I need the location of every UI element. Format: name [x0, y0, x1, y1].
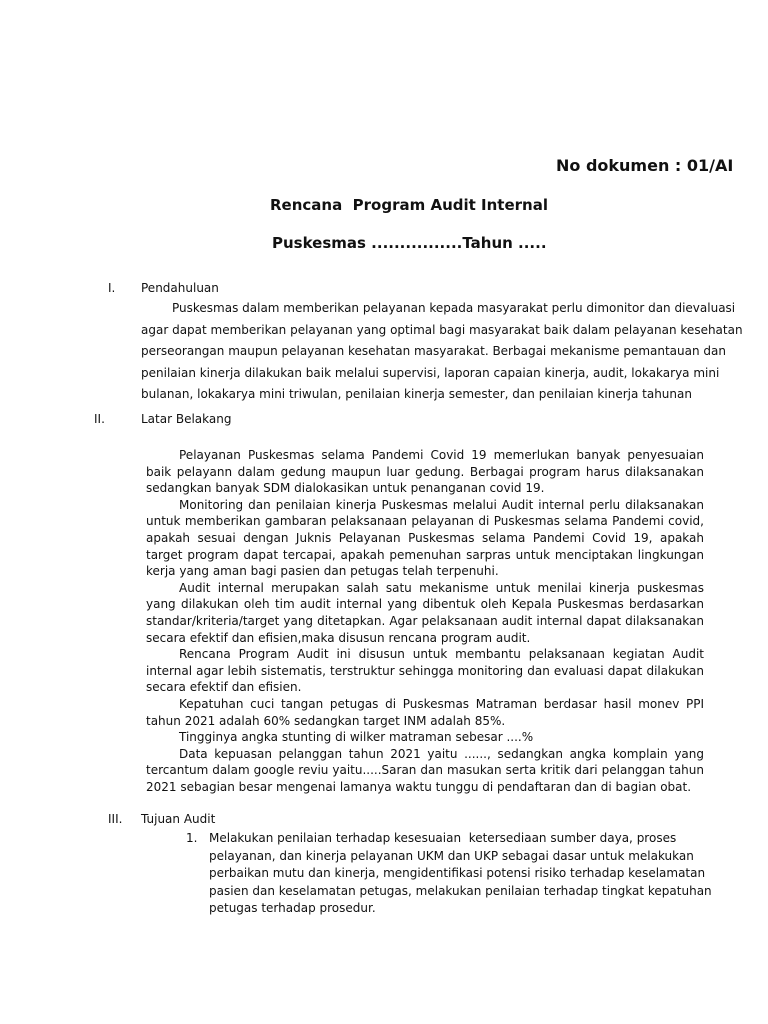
list-item-line: pelayanan, dan kinerja pelayanan UKM dan UKP sebagai dasar untuk melakukan — [209, 848, 694, 863]
list-item-line: petugas terhadap prosedur. — [209, 901, 376, 915]
section-3-heading: Tujuan Audit — [141, 812, 216, 826]
section-1-numeral: I. — [108, 281, 116, 295]
list-item-line: perbaikan mutu dan kinerja, mengidentifikasi potensi risiko terhadap keselamatan — [209, 866, 706, 880]
section-2-paragraph: Kepatuhan cuci tangan petugas di Puskesmas Matraman berdasar hasil monev PPI tahun 2021 adalah 60% sedangkan target INM adalah 85%. — [146, 696, 704, 728]
section-2-paragraph: Rencana Program Audit ini disusun untuk membantu pelaksanaan kegiatan Audit internal agar lebih sistematis, terstruktur sehingga monitoring dan evaluasi dapat dilakukan secara efektif dan efisien. — [146, 647, 704, 695]
list-item-number: 1. — [186, 831, 198, 845]
section-1-heading: Pendahuluan — [141, 281, 219, 295]
document-subtitle: Puskesmas ................Tahun ..... — [272, 234, 547, 252]
document-number: No dokumen : 01/AI — [556, 156, 734, 175]
list-item-line: Melakukan penilaian terhadap kesesuaian ketersediaan sumber daya, proses — [209, 831, 677, 845]
section-2-body — [146, 447, 704, 795]
document-title: Rencana Program Audit Internal — [270, 196, 548, 214]
section-1-line: penilaian kinerja dilakukan baik melalui supervisi, laporan capaian kinerja, audit, lokakarya mini — [141, 365, 720, 380]
list-item-text — [209, 830, 712, 918]
section-2-paragraph: Audit internal merupakan salah satu mekanisme untuk menilai kinerja puskesmas yang dilakukan oleh tim audit internal yang dibentuk oleh Kepala Puskesmas berdasarkan standar/kriteria/target yang ditetapkan. Agar pelaksanaan audit internal dapat dilaksanakan secara efektif dan efisien,maka disusun rencana program audit. — [146, 580, 704, 645]
section-1-line: Puskesmas dalam memberikan pelayanan kepada masyarakat perlu dimonitor dan dievaluasi — [172, 301, 736, 315]
section-2-numeral: II. — [94, 412, 105, 426]
section-1-line: agar dapat memberikan pelayanan yang optimal bagi masyarakat baik dalam pelayanan kesehatan — [141, 322, 743, 337]
section-1-line: perseorangan maupun pelayanan kesehatan masyarakat. Berbagai mekanisme pemantauan dan — [141, 344, 726, 359]
section-2-paragraph: Monitoring dan penilaian kinerja Puskesmas melalui Audit internal perlu dilaksanakan untuk memberikan gambaran pelaksanaan pelayanan di Puskesmas selama Pandemi covid, apakah sesuai dengan Juknis Pelayanan Puskesmas selama Pandemi Covid 19, apakah target program dapat tercapai, apakah pemenuhan sarpras untuk menciptakan lingkungan kerja yang aman bagi pasien dan petugas telah terpenuhi. — [146, 497, 704, 579]
section-2-paragraph: Pelayanan Puskesmas selama Pandemi Covid 19 memerlukan banyak penyesuaian baik pelayann dalam gedung maupun luar gedung. Berbagai program harus dilaksanakan sedangkan banyak SDM dialokasikan untuk penanganan covid 19. — [146, 448, 704, 496]
section-2-heading: Latar Belakang — [141, 412, 232, 426]
section-1-body — [141, 298, 743, 406]
section-1-line: bulanan, lokakarya mini triwulan, penilaian kinerja semester, dan penilaian kinerja tahunan — [141, 387, 692, 402]
list-item-line: pasien dan keselamatan petugas, melakukan penilaian terhadap tingkat kepatuhan — [209, 883, 712, 898]
section-2-paragraph: Tingginya angka stunting di wilker matraman sebesar ....% — [179, 730, 534, 745]
section-2-paragraph: Data kepuasan pelanggan tahun 2021 yaitu ......, sedangkan angka komplain yang tercantum dalam google reviu yaitu.....Saran dan masukan serta kritik dari pelanggan tahun 2021 sebagian besar mengenai lamanya waktu tunggu di pendaftaran dan di bagian obat. — [146, 746, 704, 794]
section-3-numeral: III. — [108, 812, 123, 826]
